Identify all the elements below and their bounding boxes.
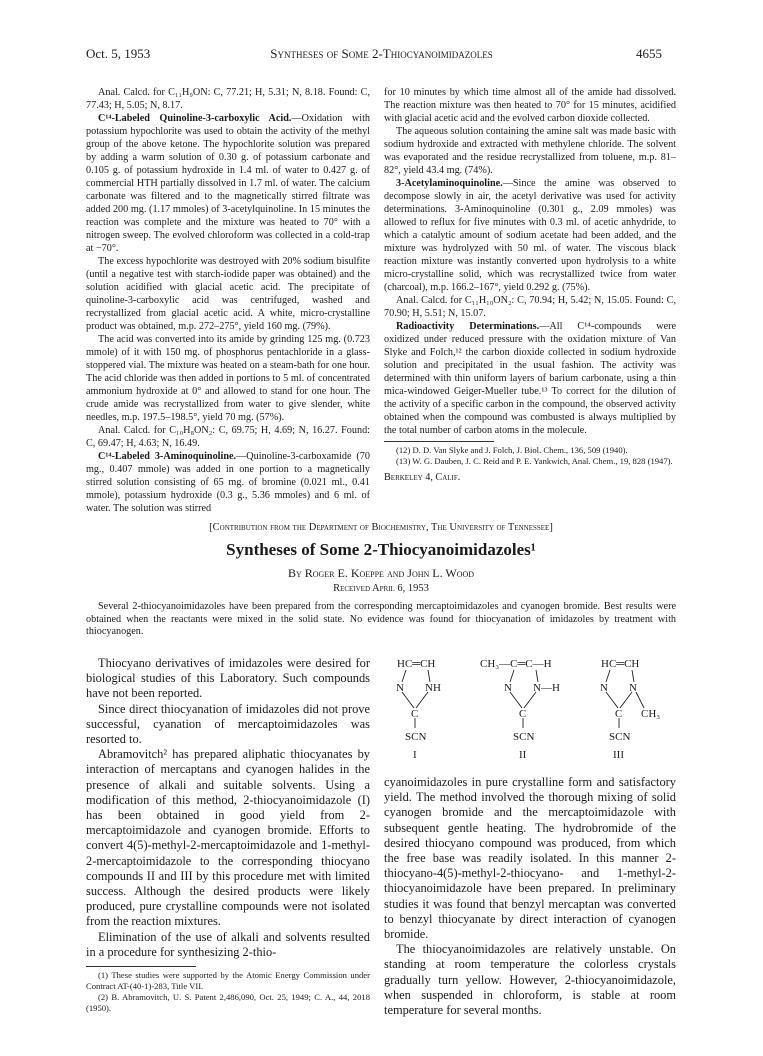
structure-III-n-right: N [629, 682, 637, 694]
footnote-divider [384, 441, 494, 442]
chemical-structures [384, 656, 676, 766]
upper-right-column [384, 86, 676, 484]
structure-II-scn: SCN [513, 731, 535, 743]
paragraph: Anal. Calcd. for C₁₁H₁₀ON₂: C, 70.94; H, 5.42; N, 15.05. Found: C, 70.90; H, 5.51; N, 15.07. [384, 295, 676, 319]
upper-left-column [86, 86, 370, 515]
received-date: Received April 6, 1953 [333, 583, 429, 594]
lower-left-column [86, 656, 370, 1014]
structure-II-n-left: N [504, 682, 512, 694]
paragraph-text: —Oxidation with potassium hypochlorite was used to obtain the activity of the methyl group of the above ketone. The hypochlorite solution was prepared by adding a warm solution of 0.30 g. of potassium carbonate and 0.105 g. of potassium hydroxide in 1.4 ml. of water to 0.427 g. of commercial HTH partially dissolved in 1.7 ml. of water. The calcium carbonate was filtered and to the magnetically stirred filtrate was added 200 mg. (1.17 mmoles) of 3-acetylquinoline. In 15 minutes the reaction was complete and the mixture was heated to 70° with a nitrogen sweep. The evolved chloroform was collected in a cold-trap at −70°. [86, 113, 370, 254]
section-heading: Radioactivity Determinations. [396, 321, 540, 332]
structure-I-ring-top: HC═CH [397, 658, 436, 670]
paragraph: Abramovitch² has prepared aliphatic thiocyanates by interaction of mercaptans and cyanogen halides in the presence of alkali and suitable solvents. Using a modification of this method, 2-thiocyanoimidazole (I) has been obtained in good yield from 2-mercaptoimidazole and cyanogen bromide. Efforts to convert 4(5)-methyl-2-mercaptoimidazole and 1-methyl-2-mercaptoimidazole to the corresponding thiocyano compounds II and III by this procedure met with limited success. Although the desired products were likely produced, pure crystalline compounds were not isolated from the reaction mixtures. [86, 747, 370, 929]
footnote: (13) W. G. Dauben, J. C. Reid and P. E. Yankwich, Anal. Chem., 19, 828 (1947). [396, 456, 673, 466]
section-heading: 3-Acetylaminoquinoline. [396, 178, 503, 189]
paragraph: Anal. Calcd. for C₁₀H₈ON₂: C, 69.75; H, 4.69; N, 16.27. Found: C, 69.47; H, 4.63; N, 16.49. [86, 425, 370, 449]
section-heading: C¹⁴-Labeled Quinoline-3-carboxylic Acid. [98, 113, 292, 124]
article-authors: By Roger E. Koeppe and John L. Wood [287, 566, 475, 580]
structures-drawing [384, 656, 676, 766]
paragraph: Elimination of the use of alkali and solvents resulted in a procedure for synthesizing 2-thio- [86, 929, 370, 959]
structure-I-n-right: NH [425, 682, 441, 694]
structure-III-scn: SCN [609, 731, 631, 743]
paragraph: for 10 minutes by which time almost all of the amide had dissolved. The reaction mixture was then heated to 70° for 15 minutes, acidified with glacial acetic acid and the evolved carbon dioxide collected. [384, 87, 676, 124]
structure-I-scn: SCN [405, 731, 427, 743]
paragraph: The aqueous solution containing the amine salt was made basic with sodium hydroxide and extracted with methylene chloride. The solvent was evaporated and the residue recrystallized from toluene, m.p. 81–82°, yield 43.4 mg. (74%). [384, 126, 676, 176]
abstract: Several 2-thiocyanoimidazoles have been prepared from the corresponding mercaptoimidazoles and cyanogen bromide. Best results were obtained when the reactants were mixed in the solid state. No evidence was found for thiocyanation of imidazoles by treatment with thiocyanogen. [86, 601, 676, 637]
structure-III-c2: C [615, 708, 623, 720]
paragraph: Since direct thiocyanation of imidazoles did not prove successful, cyanation of mercaptoimidazoles was resorted to. [86, 701, 370, 747]
contribution-line: [Contribution from the Department of Biochemistry, The University of Tennessee] [209, 522, 553, 533]
paragraph [384, 320, 676, 437]
paragraph [86, 450, 370, 515]
structure-I-c2: C [411, 708, 419, 720]
author-address: Berkeley 4, Calif. [384, 472, 461, 483]
paragraph [384, 177, 676, 294]
lower-right-column [384, 775, 676, 1018]
structure-I-label: I [413, 749, 417, 761]
structure-III-methyl: CH₃ [641, 708, 661, 720]
paragraph: The thiocyanoimidazoles are relatively unstable. On standing at room temperature the colorless crystals gradually turn yellow. However, 2-thiocyanoimidazole, when suspended in chloroform, is stable at room temperature for several months. [384, 942, 676, 1018]
paragraph-text: —Quinoline-3-carboxamide (70 mg., 0.407 mmole) was added in one portion to a magnetically stirred solution consisting of 65 mg. of bromine (0.021 ml., 0.41 mmole), potassium hydroxide (0.3 g., 5.36 mmoles) and 6 ml. of water. The solution was stirred [86, 451, 370, 514]
structure-III-label: III [613, 749, 624, 761]
paragraph [86, 112, 370, 255]
paragraph-text: —Since the amine was observed to decompose slowly in air, the acetyl derivative was used for activity determinations. 3-Aminoquinoline (0.301 g., 2.09 mmoles) was allowed to reflux for five minutes with 0.3 ml. of acetic anhydride, to which a catalytic amount of sodium acetate had been added, and the mixture was hydrolyzed with 50 ml. of water. The viscous black reaction mixture was instantly converted upon hydrolysis to a white micro-crystalline solid, which was recrystallized twice from water (charcoal), m.p. 166.2–167°, yield 0.292 g. (75%). [384, 178, 676, 293]
paragraph: Thiocyano derivatives of imidazoles were desired for biological studies of this Laboratory. Such compounds have not been reported. [86, 656, 370, 701]
paragraph: Anal. Calcd. for C₁₁H₉ON: C, 77.21; H, 5.31; N, 8.18. Found: C, 77.43; H, 5.05; N, 8.17. [86, 87, 370, 111]
footnote-divider [86, 966, 196, 967]
paragraph: The acid was converted into its amide by grinding 125 mg. (0.723 mmole) of it with 150 mg. of phosphorus pentachloride in a glass-stoppered vial. The mixture was heated on a steam-bath for one hour. The acid chloride was then added in portions to 5 ml. of concentrated ammonium hydroxide at 0° and allowed to stand for one hour. The crude amide was recrystallized from water to give slender, white needles, m.p. 197.5–198.5°, yield 70 mg. (57%). [86, 334, 370, 423]
structure-III-ring-top: HC═CH [601, 658, 640, 670]
article-title: Syntheses of Some 2-Thiocyanoimidazoles¹ [226, 540, 536, 559]
structure-I-n-left: N [396, 682, 404, 694]
structure-II-c2: C [519, 708, 527, 720]
section-heading: C¹⁴-Labeled 3-Aminoquinoline. [98, 451, 237, 462]
structure-II-n-right: N—H [533, 682, 560, 694]
footnote: (1) These studies were supported by the Atomic Energy Commission under Contract AT-(40-1)-283, Title VII. [86, 970, 370, 992]
paragraph-text: —All C¹⁴-compounds were oxidized under reduced pressure with the oxidation mixture of Van Slyke and Folch,¹² the carbon dioxide collected in sodium hydroxide solution and precipitated in the usual fashion. The activity was determined with thin uniform layers of barium carbonate, using a thin mica-windowed Geiger-Mueller tube.¹³ To correct for the dilution of the activity of a specific carbon in the compound, the observed activity obtained when the compound was combusted is always multiplied by the total number of carbon atoms in the molecule. [384, 321, 676, 436]
structure-II-ring-top: CH₃—C═C—H [480, 658, 552, 670]
paragraph: cyanoimidazoles in pure crystalline form and satisfactory yield. The method involved the thorough mixing of solid cyanogen bromide and the mercaptoimidazole with subsequent gentle heating. The hydrobromide of the desired thiocyano compound was produced, from which the free base was readily isolated. In this manner 2-thiocyano-4(5)-methyl-2-thiocyano- and 1-methyl-2-thiocyanoimidazole have been prepared. In preliminary studies it was found that benzyl mercaptan was converted to benzyl thiocyanate by direct interaction of cyanogen bromide. [384, 775, 676, 942]
footnote: (2) B. Abramovitch, U. S. Patent 2,486,090, Oct. 25, 1949; C. A., 44, 2018 (1950). [86, 992, 370, 1014]
footnote: (12) D. D. Van Slyke and J. Folch, J. Biol. Chem., 136, 509 (1940). [396, 445, 628, 455]
header-page-number: 4655 [636, 46, 662, 61]
structure-II-label: II [519, 749, 527, 761]
header-date: Oct. 5, 1953 [86, 46, 151, 61]
header-running-title: Syntheses of Some 2-Thiocyanoimidazoles [270, 46, 493, 61]
paragraph: The excess hypochlorite was destroyed with 20% sodium bisulfite (until a negative test with starch-iodide paper was obtained) and the solution acidified with glacial acetic acid. The precipitate of quinoline-3-carboxylic acid was centrifuged, washed and recrystallized from glacial acetic acid. A white, micro-crystalline product was obtained, m.p. 272–275°, yield 160 mg. (79%). [86, 256, 370, 332]
structure-III-n-left: N [600, 682, 608, 694]
